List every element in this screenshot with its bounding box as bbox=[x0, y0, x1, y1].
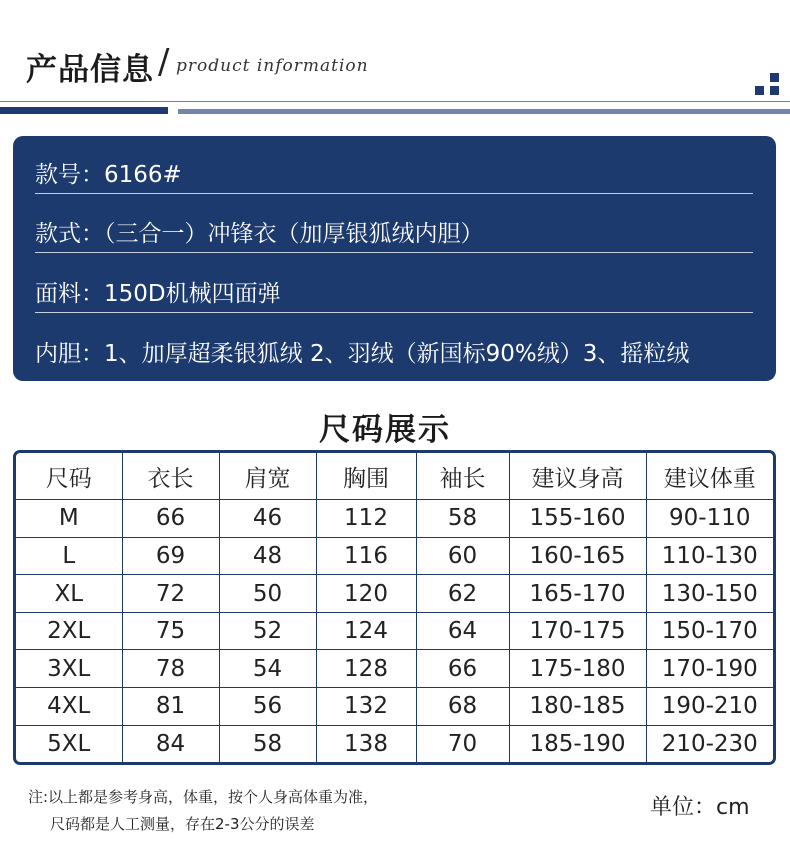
header-divider-line bbox=[0, 101, 790, 102]
table-cell: 180-185 bbox=[509, 688, 646, 726]
info-lining: 内胆：1、加厚超柔银狐绒 2、羽绒（新国标90%绒）3、摇粒绒 bbox=[35, 341, 690, 367]
table-cell: 81 bbox=[122, 688, 219, 726]
table-cell: 78 bbox=[122, 650, 219, 688]
table-header-cell: 肩宽 bbox=[219, 453, 316, 500]
table-cell: 3XL bbox=[16, 650, 122, 688]
table-row bbox=[16, 612, 773, 650]
header-accent-bar bbox=[0, 107, 168, 114]
table-header-cell: 建议身高 bbox=[509, 453, 646, 500]
table-cell: 120 bbox=[316, 575, 416, 613]
table-cell: 75 bbox=[122, 612, 219, 650]
size-chart-title: 尺码展示 bbox=[319, 412, 451, 448]
table-cell: 58 bbox=[219, 725, 316, 762]
table-cell: XL bbox=[16, 575, 122, 613]
table-cell: 165-170 bbox=[509, 575, 646, 613]
table-cell: 132 bbox=[316, 688, 416, 726]
table-cell: 112 bbox=[316, 500, 416, 538]
table-cell: 116 bbox=[316, 537, 416, 575]
product-info-panel bbox=[13, 136, 776, 381]
title-separator: / bbox=[158, 42, 170, 82]
table-cell: 170-175 bbox=[509, 612, 646, 650]
table-header-cell: 袖长 bbox=[416, 453, 509, 500]
table-cell: 128 bbox=[316, 650, 416, 688]
table-row bbox=[16, 725, 773, 762]
table-cell: 66 bbox=[122, 500, 219, 538]
info-fabric: 面料：150D机械四面弹 bbox=[35, 281, 281, 307]
table-cell: 175-180 bbox=[509, 650, 646, 688]
table-cell: 160-165 bbox=[509, 537, 646, 575]
table-header-cell: 胸围 bbox=[316, 453, 416, 500]
header-divider-bar bbox=[178, 109, 790, 114]
table-cell: 58 bbox=[416, 500, 509, 538]
table-cell: 138 bbox=[316, 725, 416, 762]
table-row bbox=[16, 575, 773, 613]
info-divider bbox=[35, 312, 753, 313]
table-row bbox=[16, 537, 773, 575]
note-line-2: 尺码都是人工测量，存在2-3公分的误差 bbox=[50, 815, 315, 833]
table-cell: 48 bbox=[219, 537, 316, 575]
info-style-number: 款号：6166# bbox=[35, 162, 182, 188]
table-cell: 150-170 bbox=[646, 612, 773, 650]
table-cell: 60 bbox=[416, 537, 509, 575]
decor-square-3 bbox=[770, 86, 779, 95]
table-cell: 185-190 bbox=[509, 725, 646, 762]
table-header-cell: 尺码 bbox=[16, 453, 122, 500]
table-cell: 69 bbox=[122, 537, 219, 575]
page-subtitle: product information bbox=[176, 56, 369, 76]
table-cell: 68 bbox=[416, 688, 509, 726]
table-cell: 190-210 bbox=[646, 688, 773, 726]
decor-square-1 bbox=[770, 73, 779, 82]
page-title: 产品信息 bbox=[26, 52, 154, 88]
table-cell: 5XL bbox=[16, 725, 122, 762]
table-header-row bbox=[16, 453, 773, 500]
table-cell: 210-230 bbox=[646, 725, 773, 762]
info-divider bbox=[35, 252, 753, 253]
table-cell: 66 bbox=[416, 650, 509, 688]
table-cell: 170-190 bbox=[646, 650, 773, 688]
table-cell: 110-130 bbox=[646, 537, 773, 575]
table-cell: 64 bbox=[416, 612, 509, 650]
table-cell: 155-160 bbox=[509, 500, 646, 538]
table-header-cell: 衣长 bbox=[122, 453, 219, 500]
table-row bbox=[16, 650, 773, 688]
note-line-1: 注:以上都是参考身高，体重，按个人身高体重为准， bbox=[28, 788, 379, 806]
table-cell: 2XL bbox=[16, 612, 122, 650]
info-divider bbox=[35, 193, 753, 194]
unit-label: 单位：cm bbox=[650, 795, 750, 820]
table-cell: M bbox=[16, 500, 122, 538]
table-cell: 70 bbox=[416, 725, 509, 762]
table-cell: L bbox=[16, 537, 122, 575]
table-cell: 124 bbox=[316, 612, 416, 650]
table-row bbox=[16, 688, 773, 726]
table-cell: 130-150 bbox=[646, 575, 773, 613]
table-header-cell: 建议体重 bbox=[646, 453, 773, 500]
table-cell: 46 bbox=[219, 500, 316, 538]
table-cell: 72 bbox=[122, 575, 219, 613]
info-style: 款式：（三合一）冲锋衣（加厚银狐绒内胆） bbox=[35, 221, 484, 247]
decor-square-2 bbox=[755, 86, 764, 95]
size-chart-table bbox=[13, 450, 776, 765]
table-cell: 54 bbox=[219, 650, 316, 688]
table-cell: 56 bbox=[219, 688, 316, 726]
table-cell: 4XL bbox=[16, 688, 122, 726]
table-row bbox=[16, 500, 773, 538]
table-cell: 90-110 bbox=[646, 500, 773, 538]
table-cell: 84 bbox=[122, 725, 219, 762]
table-cell: 62 bbox=[416, 575, 509, 613]
table-cell: 52 bbox=[219, 612, 316, 650]
table-cell: 50 bbox=[219, 575, 316, 613]
